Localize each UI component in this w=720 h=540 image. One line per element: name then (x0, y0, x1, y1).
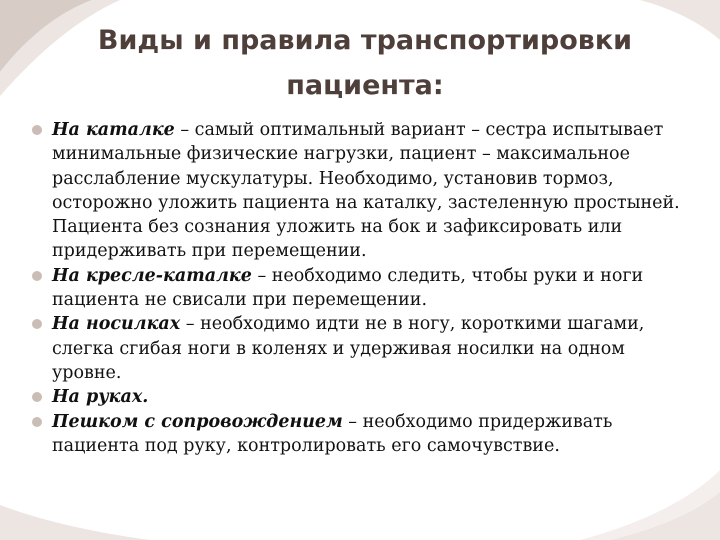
bullet-text: – самый оптимальный вариант – сестра испытывает минимальные физические нагрузки, пациент – максимальное расслабление мускулатуры. Необходимо, установив тормоз, осторожно уложить пациента на каталку, застеленную простыней. Пациента без сознания уложить на бок и зафиксировать или придерживать при перемещении. (52, 120, 680, 262)
bullet-dot-icon (32, 319, 42, 329)
bullet-text: – необходимо идти не в ногу, короткими шагами, слегка сгибая ноги в коленях и удерживая носилки на одном уровне. (52, 314, 645, 383)
bullet-lead: На кресле-каталке (52, 265, 252, 286)
bullet-text: – необходимо придерживать пациента под руку, контролировать его самочувствие. (52, 411, 613, 456)
bullet-lead: На каталке (52, 120, 175, 140)
bullet-lead: На носилках (52, 314, 181, 335)
slide-title: Виды и правила транспортировки пациента: (97, 25, 633, 101)
bullet-dot-icon (32, 417, 42, 427)
bullet-item-carrying (32, 385, 692, 409)
bullet-item-stretcher-trolley (32, 118, 692, 264)
bullet-item-stretcher (32, 312, 692, 385)
bullet-dot-icon (32, 271, 42, 281)
bullet-list (32, 118, 692, 458)
bullet-item-wheelchair (32, 264, 692, 313)
bullet-item-walking-escort (32, 410, 692, 459)
bullet-dot-icon (32, 125, 42, 135)
bottom-left-swoosh (0, 505, 150, 540)
bullet-lead: На руках. (52, 387, 149, 408)
bullet-text: – необходимо следить, чтобы руки и ноги пациента не свисали при перемещении. (52, 265, 644, 311)
bullet-lead: Пешком с сопровождением (52, 411, 343, 432)
bullet-dot-icon (32, 392, 42, 402)
